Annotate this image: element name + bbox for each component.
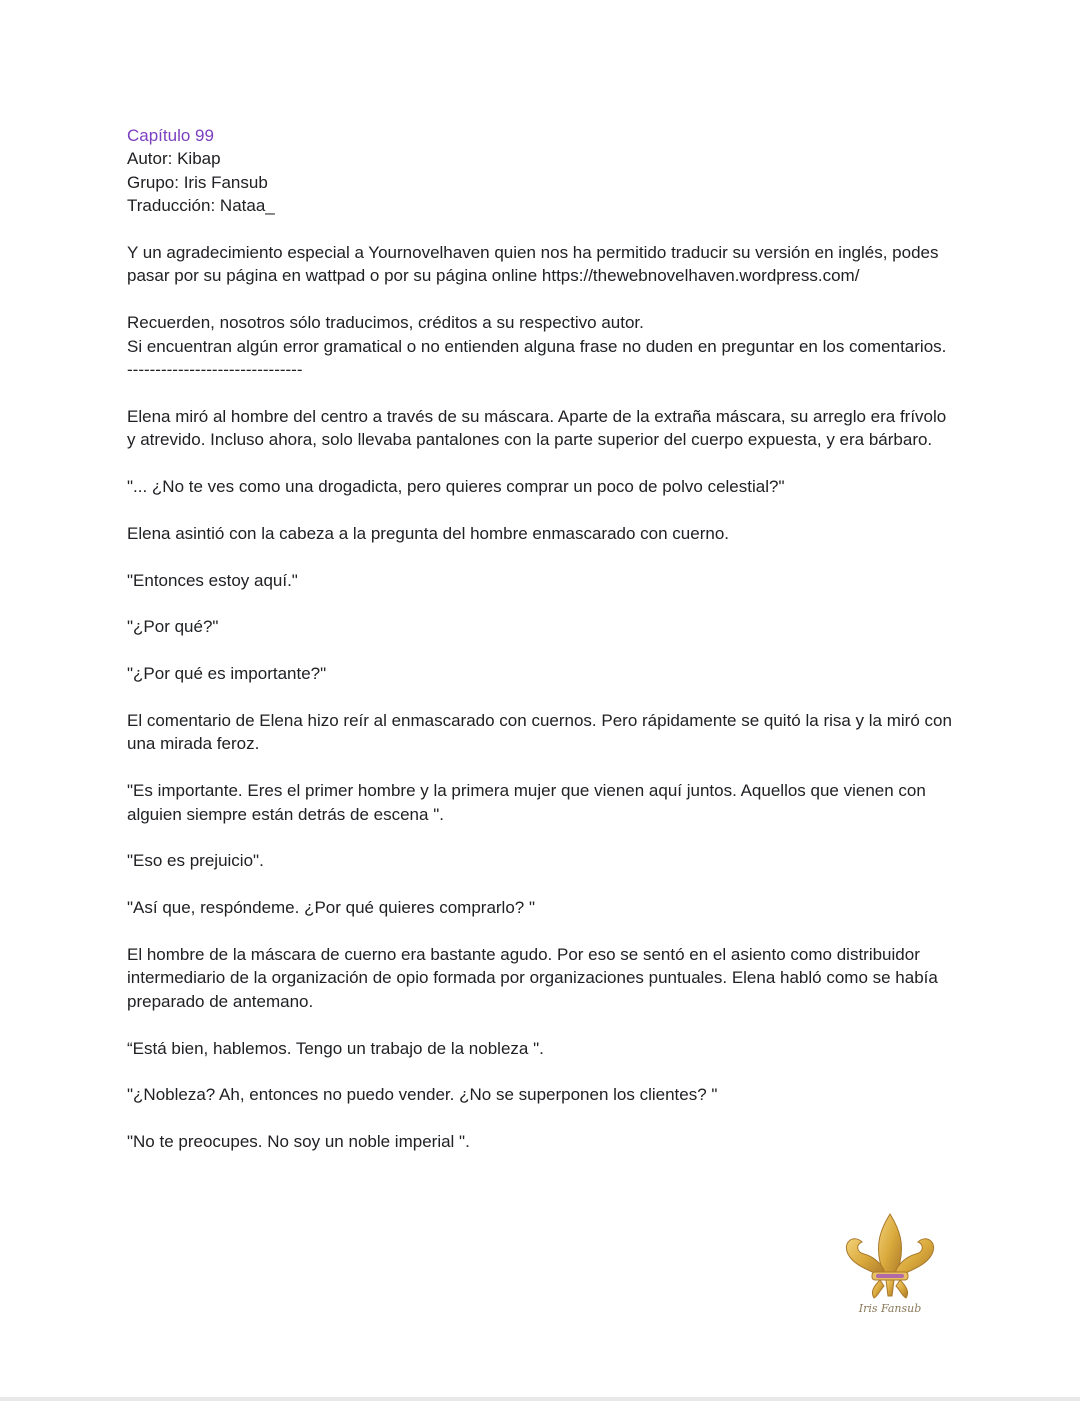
chapter-title: Capítulo 99: [127, 126, 214, 145]
story-paragraph: "... ¿No te ves como una drogadicta, pero quieres comprar un poco de polvo celestial?": [127, 477, 785, 497]
story-paragraph: El hombre de la máscara de cuerno era bastante agudo. Por eso se sentó en el asiento como distribuidor intermediario de la organización de opio formada por organizaciones puntuales. Elena habló como se había preparado de antemano.: [127, 945, 938, 1011]
story-paragraph: El comentario de Elena hizo reír al enmascarado con cuernos. Pero rápidamente se quitó la risa y la miró con una mirada feroz.: [127, 711, 952, 754]
logo-caption: Iris Fansub: [858, 1302, 922, 1315]
story-paragraph: Elena asintió con la cabeza a la pregunta del hombre enmascarado con cuerno.: [127, 523, 729, 543]
separator-line: -------------------------------: [127, 360, 303, 380]
story-paragraph: "Entonces estoy aquí.": [127, 570, 298, 590]
credits-note: Recuerden, nosotros sólo traducimos, créditos a su respectivo autor.: [127, 313, 644, 333]
thanks-paragraph: Y un agradecimiento especial a Yournovelhaven quien nos ha permitido traducir su versión en inglés, podes pasar por su página en wattpad o por su página online https://thewebnovelhaven.wordpress.com/: [127, 243, 939, 286]
story-paragraph: Elena miró al hombre del centro a través de su máscara. Aparte de la extraña máscara, su arreglo era frívolo y atrevido. Incluso ahora, solo llevaba pantalones con la parte superior del cuerpo expuesta, y era bárbaro.: [127, 406, 947, 450]
story-paragraph: "¿Por qué?": [127, 617, 219, 637]
translation-line: Traducción: Nataa_: [127, 196, 275, 216]
page-bottom-edge: [0, 1397, 1080, 1401]
author-line: Autor: Kibap: [127, 149, 221, 169]
error-note: Si encuentran algún error gramatical o no entienden alguna frase no duden en preguntar en los comentarios.: [127, 336, 947, 356]
story-paragraph: "Eso es prejuicio".: [127, 851, 264, 871]
story-paragraph: "¿Nobleza? Ah, entonces no puedo vender. ¿No se superponen los clientes? ": [127, 1085, 718, 1105]
group-line: Grupo: Iris Fansub: [127, 172, 268, 192]
story-paragraph: "Es importante. Eres el primer hombre y la primera mujer que vienen aquí juntos. Aquellos que vienen con alguien siempre están detrás de escena ".: [127, 781, 926, 824]
document-content: [127, 124, 957, 1177]
story-paragraph: "Así que, respóndeme. ¿Por qué quieres comprarlo? ": [127, 898, 535, 918]
story-paragraph: “Está bien, hablemos. Tengo un trabajo de la nobleza ".: [127, 1038, 544, 1058]
story-paragraph: "No te preocupes. No soy un noble imperial ".: [127, 1132, 470, 1152]
story-paragraph: "¿Por qué es importante?": [127, 664, 327, 684]
